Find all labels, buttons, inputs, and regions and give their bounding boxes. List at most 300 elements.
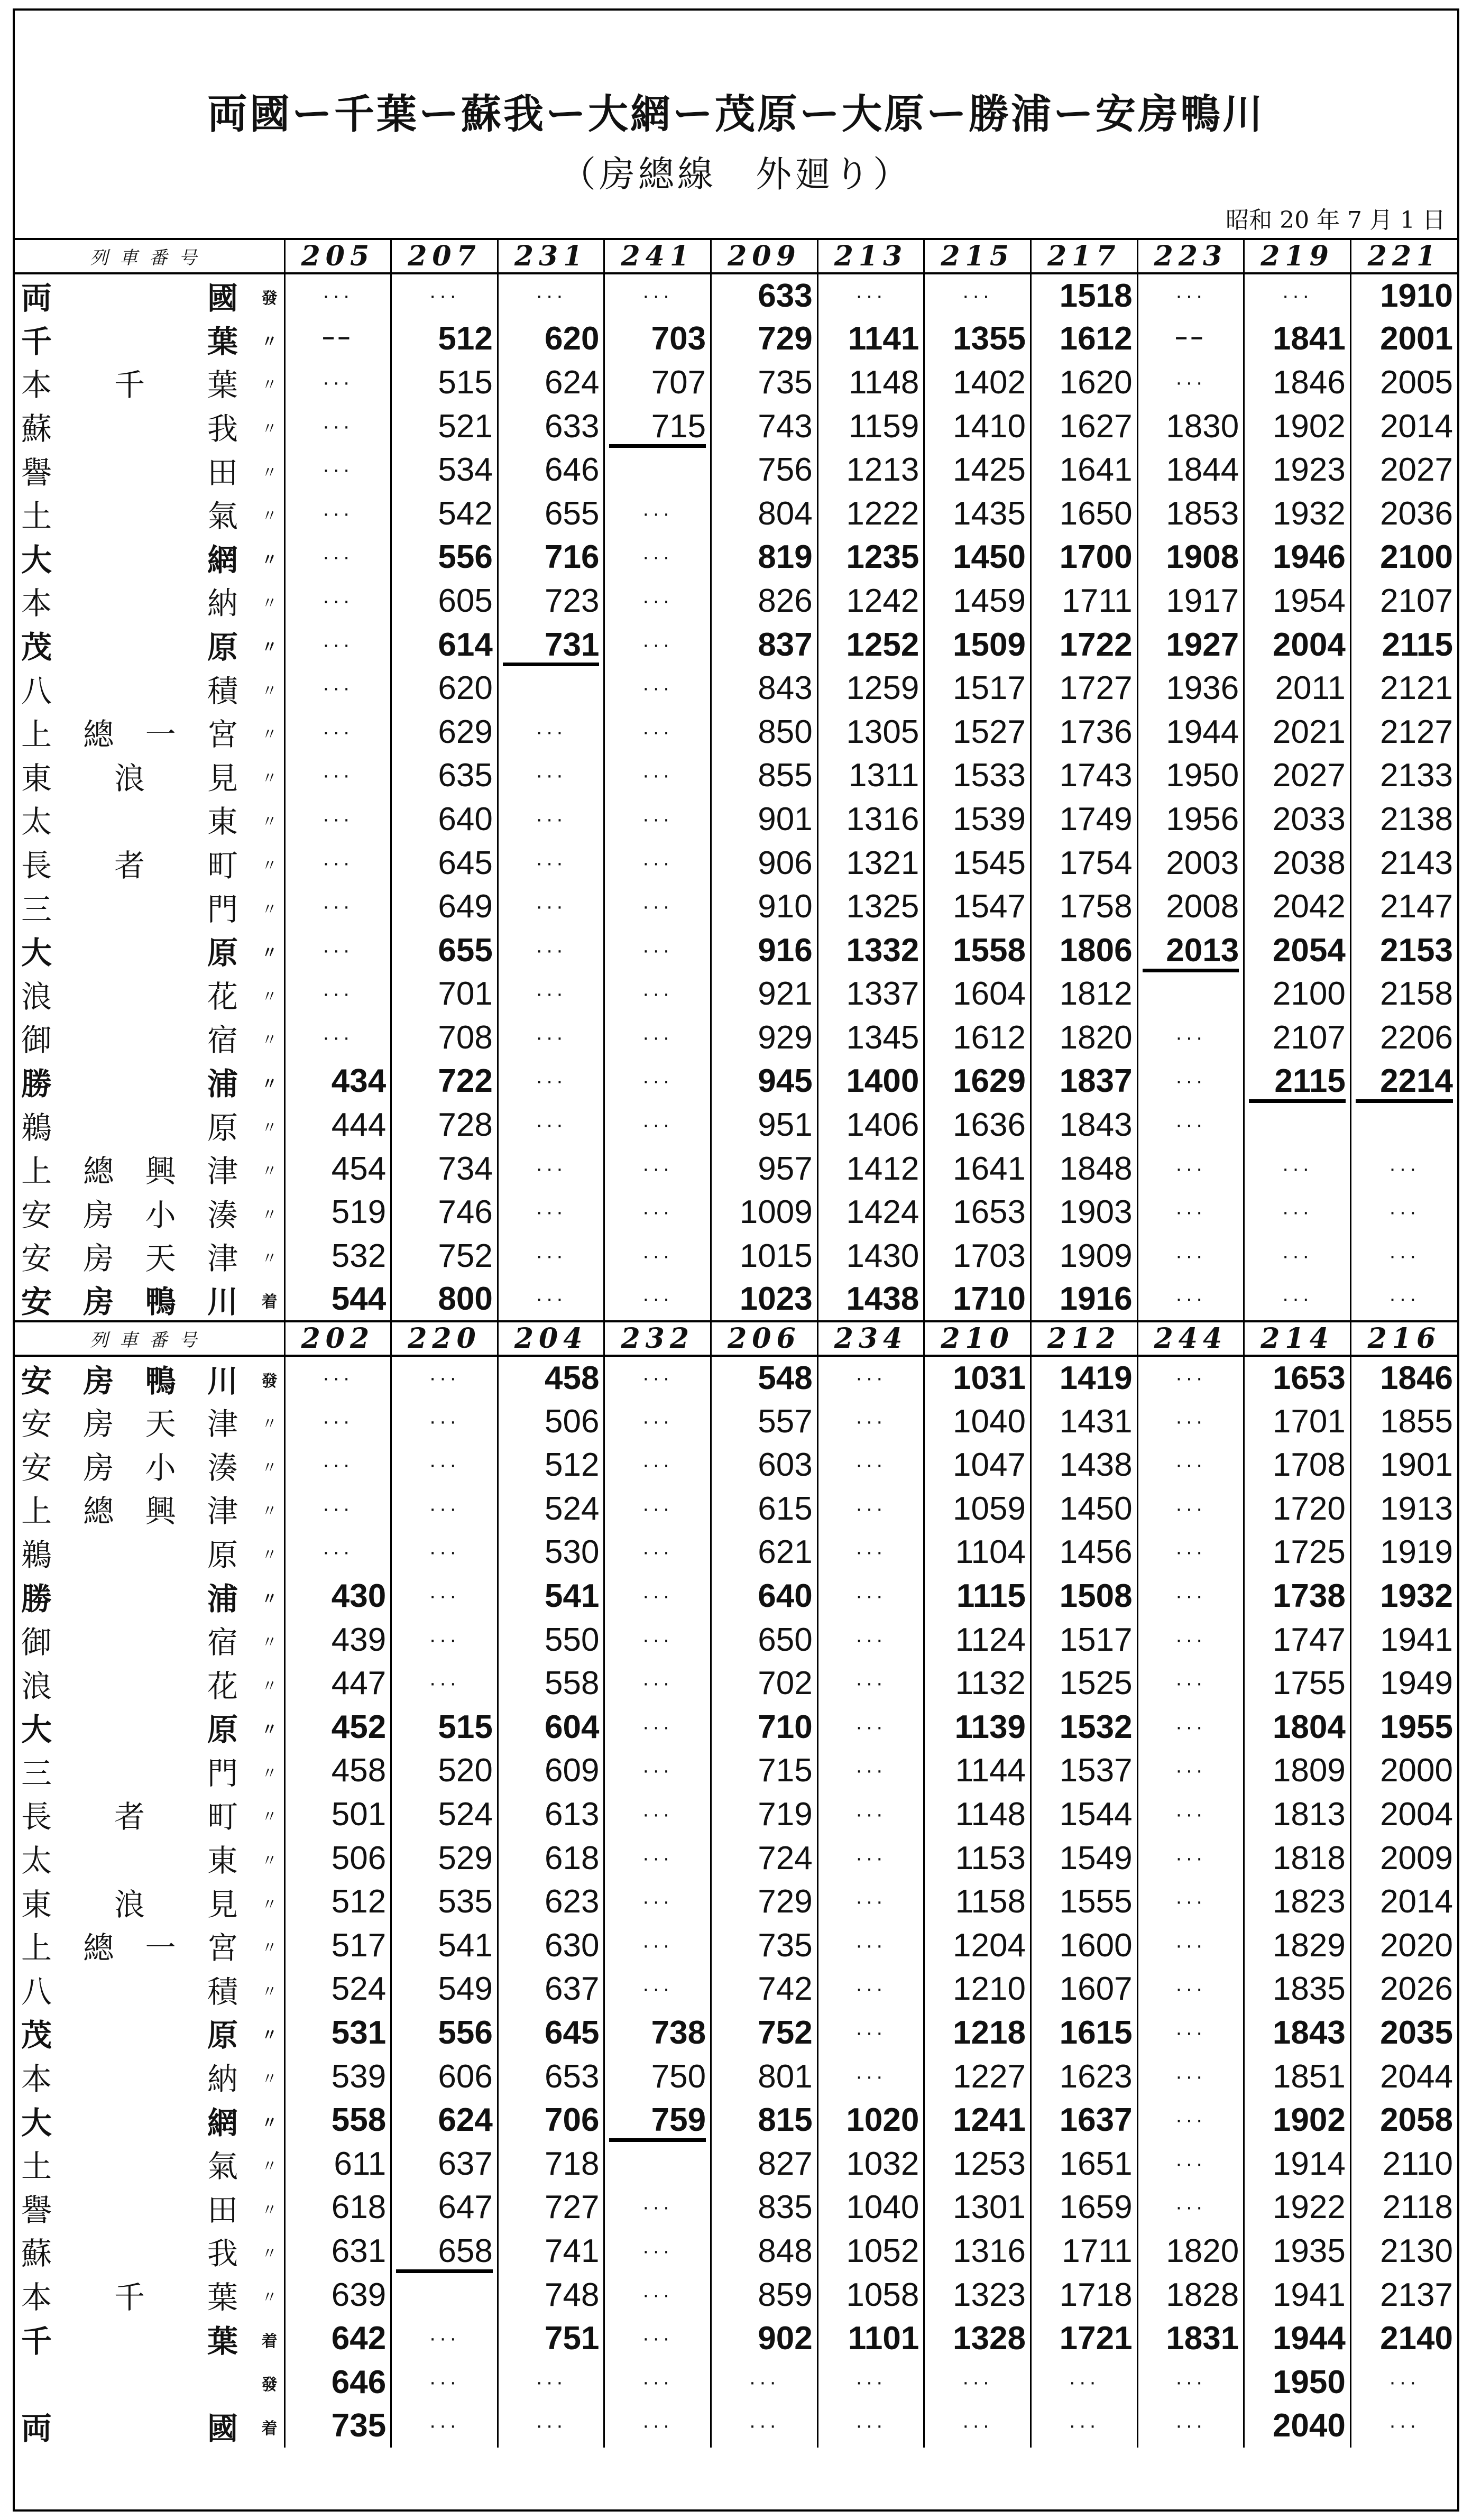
departure-arrival-mark: 〃 (261, 333, 278, 352)
time-cell: 715 (604, 404, 711, 448)
time-cell: ··· (284, 841, 391, 885)
time-cell: 1855 (1380, 1403, 1453, 1440)
time-cell: ··· (1388, 1156, 1420, 1180)
time-cell: 444 (284, 1103, 391, 1147)
departure-arrival-mark: 〃 (261, 1589, 278, 1608)
time-cell: 1141 (817, 317, 924, 361)
time-cell: 615 (711, 1487, 818, 1531)
time-cell: 1636 (924, 1103, 1031, 1147)
departure-arrival-mark: 着 (261, 2419, 278, 2438)
time-cell: 1252 (817, 623, 924, 667)
time-cell: ··· (498, 841, 604, 885)
station-name: 千 葉 (21, 323, 238, 360)
station-cell (15, 361, 284, 404)
time-cell: 1406 (817, 1103, 924, 1147)
time-cell: 550 (498, 1618, 604, 1662)
time-cell: 1009 (711, 1190, 818, 1234)
time-cell: 544 (284, 1278, 391, 1322)
station-name: 三 門 (21, 891, 238, 927)
time-cell: ··· (391, 273, 498, 317)
time-cell: 2130 (1380, 2232, 1453, 2269)
time-cell: 501 (284, 1792, 391, 1836)
time-cell: 2004 (1244, 623, 1351, 667)
time-cell: 1910 (1380, 277, 1453, 314)
time-cell: 752 (391, 1234, 498, 1278)
train-number: 207 (391, 239, 498, 273)
time-cell: ··· (498, 710, 604, 754)
train-number: 220 (391, 1321, 498, 1356)
station-name: 蘇 我 (21, 411, 238, 447)
train-number: 213 (817, 239, 924, 273)
time-cell: 1629 (924, 1060, 1031, 1103)
time-cell: 646 (284, 2360, 391, 2404)
time-cell: ··· (604, 2229, 711, 2273)
station-name: 太 東 (21, 1843, 238, 1879)
time-cell: 1040 (924, 1400, 1031, 1443)
time-cell: 542 (391, 492, 498, 536)
time-cell: 1612 (924, 1016, 1031, 1060)
time-cell: 1047 (924, 1443, 1031, 1487)
time-cell: 819 (711, 536, 818, 580)
time-cell: ··· (924, 2360, 1031, 2404)
time-cell: 557 (711, 1400, 818, 1443)
table-row (15, 579, 1457, 623)
time-cell: 1708 (1244, 1443, 1351, 1487)
station-cell (15, 1705, 284, 1749)
time-cell: ··· (284, 1356, 391, 1400)
time-cell: 1758 (1031, 885, 1137, 928)
time-cell: 1020 (817, 2098, 924, 2142)
time-cell: ··· (604, 1060, 711, 1103)
time-cell: ··· (817, 1749, 924, 1793)
time-cell: 1509 (924, 623, 1031, 667)
time-cell: 635 (391, 754, 498, 798)
time-cell: ··· (284, 928, 391, 972)
time-cell: 1711 (1031, 2229, 1137, 2273)
time-cell: ··· (1137, 1147, 1244, 1191)
departure-arrival-mark: 〃 (261, 944, 278, 963)
time-cell: 630 (498, 1924, 604, 1967)
time-cell: ··· (604, 666, 711, 710)
station-name: 上 總 一 宮 (21, 1930, 238, 1966)
station-name: 両 國 (21, 280, 238, 317)
station-name: 御 宿 (21, 1022, 238, 1059)
time-cell: ··· (284, 448, 391, 492)
time-cell: ··· (817, 1574, 924, 1618)
time-cell: 1932 (1244, 492, 1351, 536)
time-cell: 539 (284, 2055, 391, 2099)
time-cell: 604 (498, 1705, 604, 1749)
time-cell: 655 (498, 492, 604, 536)
time-cell: 750 (604, 2055, 711, 2099)
time-cell: 2137 (1380, 2276, 1453, 2313)
time-cell: 1701 (1244, 1400, 1351, 1443)
departure-arrival-mark: 〃 (261, 463, 278, 482)
time-cell: ··· (817, 273, 924, 317)
time-cell: 618 (498, 1836, 604, 1880)
time-cell: 1944 (1137, 710, 1244, 754)
time-cell: 702 (711, 1661, 818, 1705)
train-number: 232 (604, 1321, 711, 1356)
station-name: 八 積 (21, 1973, 238, 2010)
time-cell: 1919 (1380, 1534, 1453, 1571)
time-cell: 1846 (1380, 1360, 1453, 1397)
station-cell (15, 2055, 284, 2099)
time-cell: ··· (391, 2360, 498, 2404)
time-cell: ··· (284, 666, 391, 710)
time-cell: 735 (711, 361, 818, 404)
station-cell (15, 972, 284, 1016)
time-cell: 2044 (1380, 2058, 1453, 2095)
table-row (15, 2142, 1457, 2186)
time-cell: ··· (498, 1103, 604, 1147)
departure-arrival-mark: 發 (261, 289, 278, 308)
time-cell: ··· (284, 492, 391, 536)
time-cell: 1311 (817, 754, 924, 798)
station-name: 東 浪 見 (21, 760, 238, 796)
time-cell: 650 (711, 1618, 818, 1662)
time-cell: ··· (604, 1016, 711, 1060)
time-cell: 1841 (1244, 317, 1351, 361)
time-cell: 921 (711, 972, 818, 1016)
time-cell: 1058 (817, 2273, 924, 2317)
time-cell: ··· (604, 2360, 711, 2404)
time-cell: 512 (391, 317, 498, 361)
station-name: 安 房 鴨 川 (21, 1283, 238, 1320)
time-cell: 752 (711, 2011, 818, 2055)
time-cell: 1820 (1137, 2229, 1244, 2273)
time-cell: 1738 (1244, 1574, 1351, 1618)
time-cell: ··· (284, 361, 391, 404)
station-cell (15, 1531, 284, 1575)
time-cell: ··· (604, 754, 711, 798)
departure-arrival-mark: 〃 (261, 1852, 278, 1871)
time-cell: 637 (391, 2142, 498, 2186)
time-cell: 1909 (1031, 1234, 1137, 1278)
time-cell: 855 (711, 754, 818, 798)
time-cell: 1052 (817, 2229, 924, 2273)
time-cell: 1159 (817, 404, 924, 448)
time-cell: 2003 (1137, 841, 1244, 885)
station-cell (15, 2142, 284, 2186)
departure-arrival-mark: 〃 (261, 1075, 278, 1094)
departure-arrival-mark: 〃 (261, 1721, 278, 1740)
time-cell: 1544 (1031, 1792, 1137, 1836)
time-cell: 729 (711, 317, 818, 361)
time-cell: 618 (284, 2186, 391, 2230)
time-cell: 524 (498, 1487, 604, 1531)
time-cell: ··· (1137, 1661, 1244, 1705)
time-cell: ··· (1137, 1880, 1244, 1924)
time-cell: ··· (604, 2186, 711, 2230)
time-cell: 1853 (1137, 492, 1244, 536)
time-cell: ··· (284, 404, 391, 448)
time-cell: 624 (498, 361, 604, 404)
table-row (15, 317, 1457, 361)
time-cell (498, 666, 604, 710)
station-cell (15, 1278, 284, 1322)
time-cell: ··· (284, 1487, 391, 1531)
time-cell: ··· (498, 1234, 604, 1278)
time-cell: 1323 (924, 2273, 1031, 2317)
station-name: 長 者 町 (21, 848, 238, 884)
time-cell: ··· (1137, 2142, 1244, 2186)
time-cell: ··· (284, 623, 391, 667)
time-cell: 2027 (1380, 452, 1453, 489)
timetable (15, 238, 1457, 2448)
time-cell: 1600 (1031, 1924, 1137, 1967)
time-cell: ··· (498, 1190, 604, 1234)
time-cell: ··· (817, 1967, 924, 2011)
table-row (15, 1531, 1457, 1575)
departure-arrival-mark: 〃 (261, 1808, 278, 1827)
time-cell: 703 (604, 317, 711, 361)
time-cell: 620 (498, 317, 604, 361)
station-cell (15, 536, 284, 580)
time-cell: 1321 (817, 841, 924, 885)
departure-arrival-mark: 〃 (261, 682, 278, 701)
time-cell: ··· (604, 1400, 711, 1443)
table-row (15, 273, 1457, 317)
time-cell: 843 (711, 666, 818, 710)
train-number-label: 列車番号 (15, 239, 284, 273)
time-cell: 1435 (924, 492, 1031, 536)
train-number: 234 (817, 1321, 924, 1356)
time-cell: 521 (391, 404, 498, 448)
time-cell: 1210 (924, 1967, 1031, 2011)
time-cell: ··· (604, 1234, 711, 1278)
departure-arrival-mark: 〃 (261, 1162, 278, 1181)
time-cell: 649 (391, 885, 498, 928)
station-cell (15, 2273, 284, 2317)
time-cell: 1532 (1031, 1705, 1137, 1749)
table-row (15, 1103, 1457, 1147)
train-number: 244 (1137, 1321, 1244, 1356)
time-cell: 2035 (1380, 2014, 1453, 2051)
station-name: 蘇 我 (21, 2236, 238, 2272)
time-cell: 642 (284, 2316, 391, 2360)
station-name: 安 房 天 津 (21, 1406, 238, 1442)
train-number: 210 (924, 1321, 1031, 1356)
time-cell: 2110 (1382, 2145, 1453, 2182)
time-cell: ··· (604, 1147, 711, 1191)
time-cell: 2214 (1350, 1060, 1457, 1103)
time-cell: 1623 (1031, 2055, 1137, 2099)
time-cell: 1508 (1031, 1574, 1137, 1618)
time-cell: 2118 (1382, 2189, 1453, 2226)
station-name: 鵜 原 (21, 1109, 238, 1146)
station-name: 浪 花 (21, 1668, 238, 1704)
time-cell: 1518 (1031, 273, 1137, 317)
time-cell: 756 (711, 448, 818, 492)
station-cell (15, 2011, 284, 2055)
time-cell: 2054 (1244, 928, 1351, 972)
time-cell: 524 (391, 1792, 498, 1836)
time-cell: 1851 (1244, 2055, 1351, 2099)
time-cell: 1917 (1137, 579, 1244, 623)
time-cell: 2027 (1244, 754, 1351, 798)
table-row (15, 1967, 1457, 2011)
time-cell: ··· (711, 2404, 818, 2448)
time-cell: 1949 (1380, 1665, 1453, 1702)
time-cell: 801 (711, 2055, 818, 2099)
time-cell: 1558 (924, 928, 1031, 972)
table-row (15, 1792, 1457, 1836)
time-cell: 556 (391, 2011, 498, 2055)
time-cell: 1545 (924, 841, 1031, 885)
time-cell: 606 (391, 2055, 498, 2099)
time-cell: ··· (604, 1880, 711, 1924)
time-cell: ··· (1031, 2360, 1137, 2404)
time-cell: 512 (498, 1443, 604, 1487)
time-cell: 558 (284, 2098, 391, 2142)
time-cell: 800 (391, 1278, 498, 1322)
time-cell: ··· (1137, 1967, 1244, 2011)
station-cell (15, 1661, 284, 1705)
table-row (15, 1836, 1457, 1880)
time-cell: 603 (711, 1443, 818, 1487)
time-cell: 519 (284, 1190, 391, 1234)
table-row (15, 1880, 1457, 1924)
time-cell: 1823 (1244, 1880, 1351, 1924)
time-cell: ··· (1137, 1836, 1244, 1880)
time-cell: 835 (711, 2186, 818, 2230)
station-cell (15, 492, 284, 536)
departure-arrival-mark: 〃 (261, 2026, 278, 2045)
time-cell: ··· (284, 273, 391, 317)
station-cell (15, 448, 284, 492)
time-cell: 728 (391, 1103, 498, 1147)
station-cell (15, 1400, 284, 1443)
time-cell: ··· (1244, 1278, 1351, 1322)
departure-arrival-mark: 〃 (261, 420, 278, 439)
time-cell: 1754 (1031, 841, 1137, 885)
time-cell: ··· (1244, 273, 1351, 317)
time-cell: ··· (498, 972, 604, 1016)
time-cell: 746 (391, 1190, 498, 1234)
time-cell: 605 (391, 579, 498, 623)
time-cell: 1936 (1137, 666, 1244, 710)
time-cell: ··· (284, 579, 391, 623)
time-cell: ··· (604, 1278, 711, 1322)
time-cell: ··· (1244, 1234, 1351, 1278)
station-name: 大 原 (21, 1712, 238, 1748)
time-cell: 1459 (924, 579, 1031, 623)
time-cell: 1158 (924, 1880, 1031, 1924)
time-cell: ··· (817, 2360, 924, 2404)
time-cell: 640 (711, 1574, 818, 1618)
time-cell: 1337 (817, 972, 924, 1016)
table-row (15, 623, 1457, 667)
time-cell: 901 (711, 797, 818, 841)
time-cell: 1612 (1031, 317, 1137, 361)
table-row (15, 841, 1457, 885)
time-cell: ··· (1137, 1016, 1244, 1060)
time-cell: ··· (1137, 2055, 1244, 2099)
time-cell: 2140 (1380, 2320, 1453, 2357)
departure-arrival-mark: 〃 (261, 2201, 278, 2220)
time-cell: 1843 (1031, 1103, 1137, 1147)
time-cell: ··· (817, 1661, 924, 1705)
time-cell (1244, 1103, 1351, 1147)
time-cell: 1139 (924, 1705, 1031, 1749)
time-cell: ··· (604, 579, 711, 623)
station-cell (15, 885, 284, 928)
time-cell: 515 (391, 361, 498, 404)
time-cell: 1549 (1031, 1836, 1137, 1880)
time-cell: 1932 (1380, 1578, 1453, 1615)
time-cell: 2058 (1380, 2102, 1453, 2139)
time-cell: ··· (604, 885, 711, 928)
time-cell: 929 (711, 1016, 818, 1060)
time-cell: 439 (284, 1618, 391, 1662)
time-cell: 2038 (1244, 841, 1351, 885)
time-cell: 1903 (1031, 1190, 1137, 1234)
time-cell: ··· (604, 536, 711, 580)
station-cell (15, 2229, 284, 2273)
table-row (15, 1234, 1457, 1278)
time-cell: ··· (604, 972, 711, 1016)
time-cell: 1804 (1244, 1705, 1351, 1749)
table-row (15, 1574, 1457, 1618)
time-cell: 2115 (1244, 1060, 1351, 1103)
time-cell: ··· (1137, 361, 1244, 404)
time-cell: 1747 (1244, 1618, 1351, 1662)
time-cell: ··· (391, 1531, 498, 1575)
time-cell: 655 (391, 928, 498, 972)
time-cell: 1653 (924, 1190, 1031, 1234)
time-cell: 1031 (924, 1356, 1031, 1400)
time-cell: 718 (498, 2142, 604, 2186)
time-cell: 1059 (924, 1487, 1031, 1531)
station-name: 土 氣 (21, 498, 238, 535)
time-cell: 1637 (1031, 2098, 1137, 2142)
time-cell: 1651 (1031, 2142, 1137, 2186)
time-cell: ··· (1137, 1103, 1244, 1147)
time-cell: ··· (817, 2404, 924, 2448)
time-cell: 751 (498, 2316, 604, 2360)
time-cell: ··· (604, 1967, 711, 2011)
time-cell: ··· (1031, 2404, 1137, 2448)
station-name: 譽 田 (21, 454, 238, 491)
time-cell: 1722 (1031, 623, 1137, 667)
time-cell: 1954 (1244, 579, 1351, 623)
time-cell: ··· (1137, 2098, 1244, 2142)
time-cell: ··· (817, 1792, 924, 1836)
time-cell: 2020 (1380, 1927, 1453, 1964)
time-cell: 534 (391, 448, 498, 492)
table-row (15, 448, 1457, 492)
time-cell: 2021 (1244, 710, 1351, 754)
station-cell (15, 1147, 284, 1191)
time-cell: ··· (1137, 1190, 1244, 1234)
time-cell: 1525 (1031, 1661, 1137, 1705)
departure-arrival-mark: 〃 (261, 813, 278, 832)
station-name: 譽 田 (21, 2192, 238, 2228)
departure-arrival-mark: 〃 (261, 638, 278, 657)
time-cell: 1659 (1031, 2186, 1137, 2230)
time-cell: 1913 (1380, 1490, 1453, 1527)
time-cell: 848 (711, 2229, 818, 2273)
time-cell: 1040 (817, 2186, 924, 2230)
time-cell: 1653 (1244, 1356, 1351, 1400)
departure-arrival-mark: 〃 (261, 2288, 278, 2307)
time-cell: 1620 (1031, 361, 1137, 404)
time-cell: ··· (1137, 1234, 1244, 1278)
time-cell: 1332 (817, 928, 924, 972)
station-cell (15, 1880, 284, 1924)
time-cell: 506 (284, 1836, 391, 1880)
